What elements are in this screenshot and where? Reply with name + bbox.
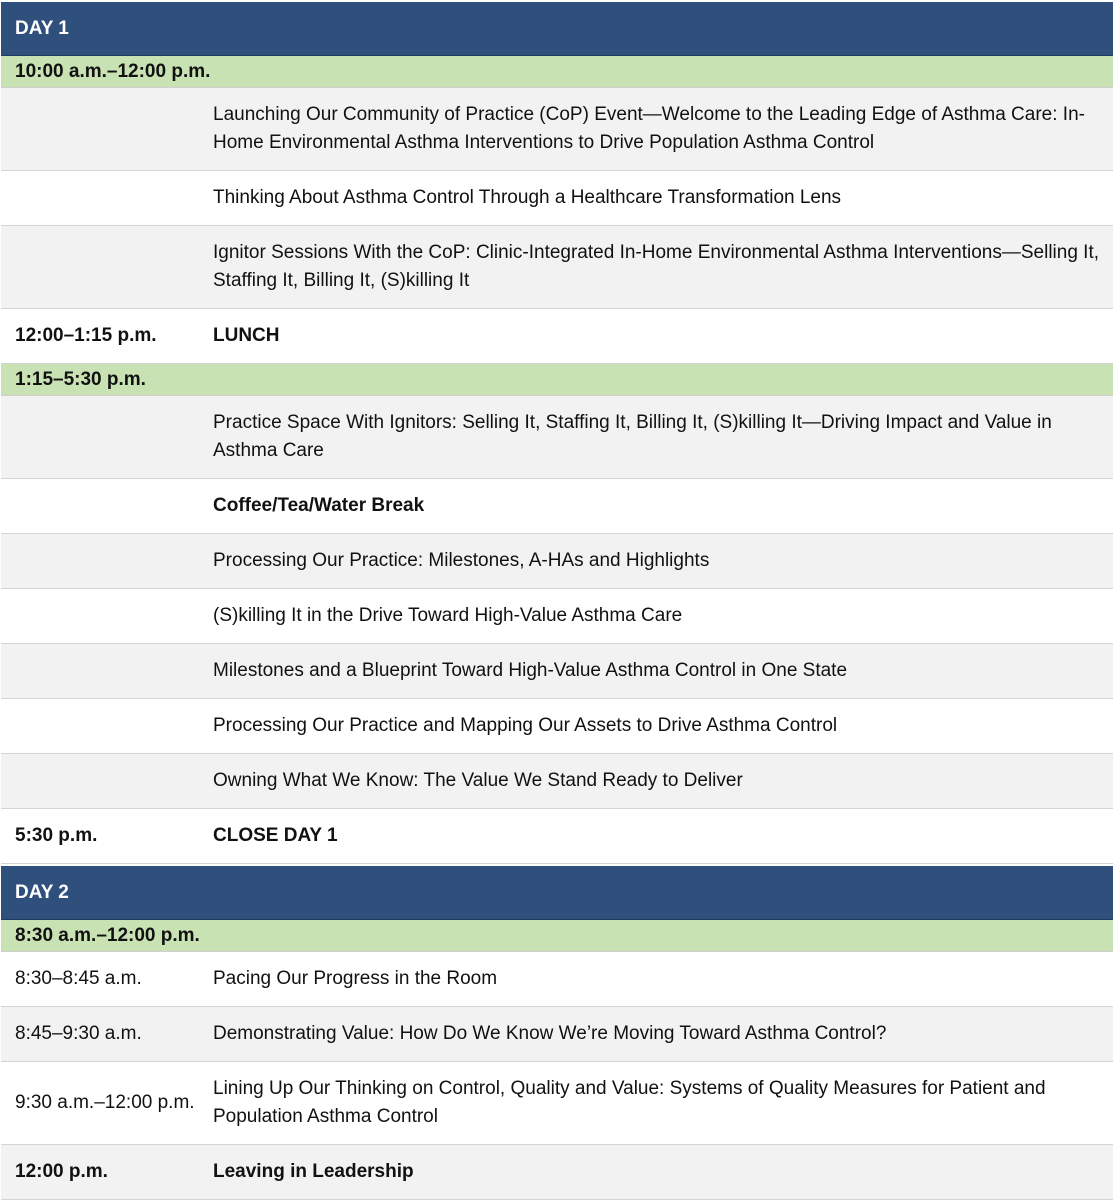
day-1-section: [1, 2, 1113, 864]
agenda-row: [1, 1062, 1113, 1145]
session-time: 9:30 a.m.–12:00 p.m.: [15, 1092, 195, 1113]
block-header-morning: 10:00 a.m.–12:00 p.m.: [1, 56, 1113, 88]
day-2-section: [1, 866, 1113, 1200]
day-2-header: DAY 2: [1, 866, 1113, 920]
day-1-header: DAY 1: [1, 2, 1113, 56]
session-title: Coffee/Tea/Water Break: [213, 495, 425, 516]
session-title: Lining Up Our Thinking on Control, Quality and Value: Systems of Quality Measures for Patient and Population Asthma Control: [213, 1078, 1046, 1127]
session-title: (S)killing It in the Drive Toward High-Value Asthma Care: [213, 605, 683, 626]
session-time: 8:45–9:30 a.m.: [15, 1023, 142, 1044]
lunch-time: 12:00–1:15 p.m.: [15, 325, 157, 346]
close-title: CLOSE DAY 1: [213, 825, 338, 846]
lunch-row: [1, 309, 1113, 364]
session-title: Pacing Our Progress in the Room: [213, 968, 498, 989]
session-title: Processing Our Practice and Mapping Our Assets to Drive Asthma Control: [213, 715, 838, 736]
agenda-row: [1, 534, 1113, 589]
agenda-row: [1, 396, 1113, 479]
agenda-row: [1, 88, 1113, 171]
close-time: 5:30 p.m.: [15, 825, 98, 846]
session-time: 12:00 p.m.: [15, 1161, 108, 1182]
lunch-title: LUNCH: [213, 325, 280, 346]
session-title: Ignitor Sessions With the CoP: Clinic-Integrated In-Home Environmental Asthma Interventions—Selling It, Staffing It, Billing It, (S)killing It: [213, 242, 1100, 291]
agenda-row: [1, 589, 1113, 644]
agenda-row: [1, 479, 1113, 534]
session-title: Milestones and a Blueprint Toward High-Value Asthma Control in One State: [213, 660, 848, 681]
block-header-day2: 8:30 a.m.–12:00 p.m.: [1, 920, 1113, 952]
session-title: Processing Our Practice: Milestones, A-HAs and Highlights: [213, 550, 710, 571]
agenda-row: [1, 644, 1113, 699]
session-title: Launching Our Community of Practice (CoP) Event—Welcome to the Leading Edge of Asthma Care: In-Home Environmental Asthma Interventions to Drive Population Asthma Control: [213, 104, 1085, 153]
session-title: Thinking About Asthma Control Through a Healthcare Transformation Lens: [213, 187, 842, 208]
close-row: [1, 809, 1113, 864]
session-title: Owning What We Know: The Value We Stand Ready to Deliver: [213, 770, 743, 791]
agenda-row: [1, 1007, 1113, 1062]
session-title: Leaving in Leadership: [213, 1161, 414, 1182]
session-title: Practice Space With Ignitors: Selling It, Staffing It, Billing It, (S)killing It—Driving Impact and Value in Asthma Care: [213, 412, 1052, 461]
agenda-row: [1, 699, 1113, 754]
agenda-row: [1, 171, 1113, 226]
agenda-row: [1, 952, 1113, 1007]
agenda-row: [1, 1145, 1113, 1200]
block-header-afternoon: 1:15–5:30 p.m.: [1, 364, 1113, 396]
session-title: Demonstrating Value: How Do We Know We’re Moving Toward Asthma Control?: [213, 1023, 887, 1044]
agenda-row: [1, 226, 1113, 309]
agenda-row: [1, 754, 1113, 809]
session-time: 8:30–8:45 a.m.: [15, 968, 142, 989]
